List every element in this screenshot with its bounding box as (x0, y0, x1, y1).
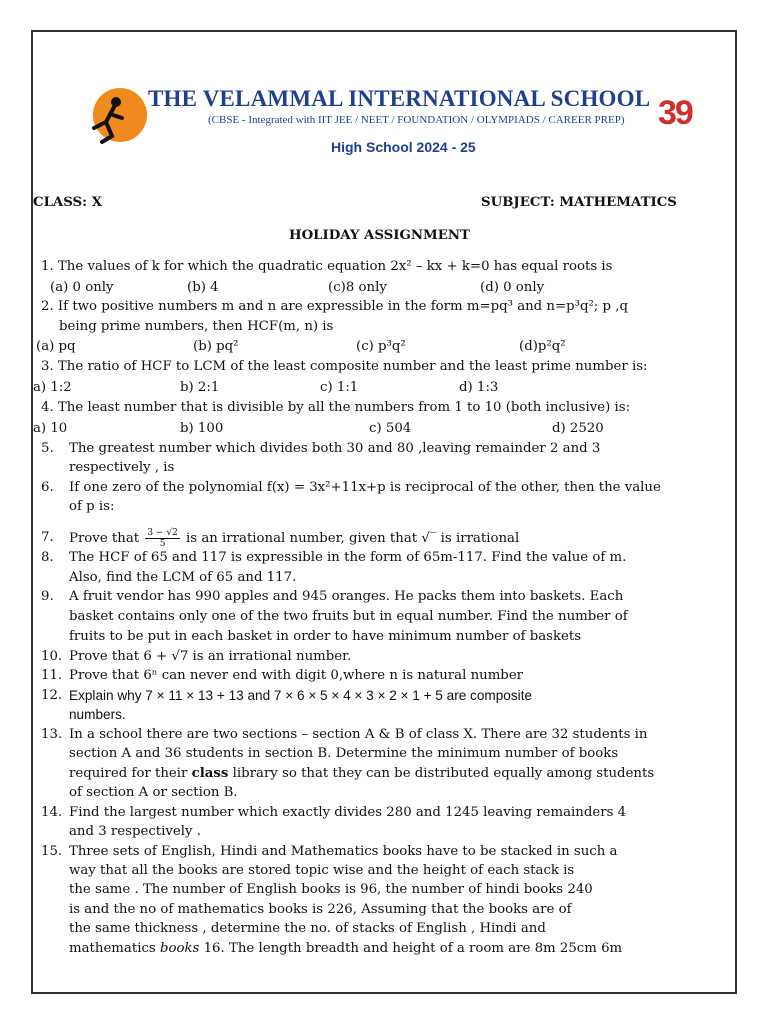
session-title: High School 2024 - 25 (331, 139, 476, 155)
q3-option-b: b) 2:1 (180, 380, 220, 395)
question-13-line-2: section A and 36 students in section B. Determine the minimum number of books (69, 746, 619, 761)
question-9-line-1: A fruit vendor has 990 apples and 945 oranges. He packs them into baskets. Each (69, 589, 624, 604)
q3-option-c: c) 1:1 (320, 380, 359, 395)
question-14-line-1: Find the largest number which exactly divides 280 and 1245 leaving remainders 4 (69, 805, 627, 820)
question-6-number: 6. (41, 480, 54, 495)
school-tagline: (CBSE - Integrated with IIT JEE / NEET / FOUNDATION / OLYMPIADS / CAREER PREP) (208, 114, 625, 126)
q4-option-a: a) 10 (33, 421, 68, 436)
question-3: 3. The ratio of HCF to LCM of the least composite number and the least prime number is: (41, 359, 648, 374)
q1-option-d: (d) 0 only (480, 280, 545, 295)
question-5-number: 5. (41, 441, 54, 456)
question-13-line-4: of section A or section B. (69, 785, 238, 800)
q4-option-b: b) 100 (180, 421, 224, 436)
question-15-line-4: is and the no of mathematics books is 226, Assuming that the books are of (69, 902, 572, 917)
question-13-line-3 (69, 764, 654, 783)
q2-option-c: (c) p³q² (356, 339, 406, 354)
anniversary-badge: 39 (658, 94, 692, 132)
question-11-number: 11. (41, 668, 63, 683)
question-9-line-3: fruits to be put in each basket in order to have minimum number of baskets (69, 629, 582, 644)
q2-option-d: (d)p²q² (519, 339, 566, 354)
class-label: CLASS: X (33, 195, 103, 210)
assignment-title: HOLIDAY ASSIGNMENT (289, 228, 470, 243)
question-8-number: 8. (41, 550, 54, 565)
question-15-line-1: Three sets of English, Hindi and Mathematics books have to be stacked in such a (69, 844, 618, 859)
question-10-number: 10. (41, 649, 63, 664)
q13-line-3-suffix: library so that they can be distributed equally among students (232, 766, 655, 781)
q1-option-a: (a) 0 only (50, 280, 114, 295)
question-7 (69, 528, 519, 549)
question-14-line-2: and 3 respectively . (69, 824, 201, 839)
question-6-line-1: If one zero of the polynomial f(x) = 3x²+11x+p is reciprocal of the other, then the value (69, 480, 661, 495)
question-15-line-6 (69, 939, 622, 958)
runner-icon (86, 92, 136, 144)
question-15-line-2: way that all the books are stored topic wise and the height of each stack is (69, 863, 575, 878)
question-12-number: 12. (41, 688, 63, 703)
question-15-line-3: the same . The number of English books is 96, the number of hindi books 240 (69, 882, 593, 897)
question-2-line-2: being prime numbers, then HCF(m, n) is (59, 319, 334, 334)
question-2-line-1: 2. If two positive numbers m and n are expressible in the form m=pq³ and n=p³q²; p ,q (41, 299, 628, 314)
question-12-line-2: numbers. (69, 707, 126, 722)
q15-line-6-suffix: 16. The length breadth and height of a room are 8m 25cm 6m (203, 941, 623, 956)
question-12-line-1: Explain why 7 × 11 × 13 + 13 and 7 × 6 × 5 × 4 × 3 × 2 × 1 + 5 are composite (69, 688, 533, 703)
q15-line-6-prefix: mathematics (69, 941, 156, 956)
question-15-number: 15. (41, 844, 63, 859)
q3-option-d: d) 1:3 (459, 380, 499, 395)
question-4: 4. The least number that is divisible by all the numbers from 1 to 10 (both inclusive) is: (41, 400, 631, 415)
q2-option-b: (b) pq² (193, 339, 239, 354)
question-15-line-5: the same thickness , determine the no. of stacks of English , Hindi and (69, 921, 546, 936)
question-5-line-2: respectively , is (69, 460, 175, 475)
q1-option-b: (b) 4 (187, 280, 219, 295)
q13-line-3-bold: class (191, 766, 229, 781)
q1-option-c: (c)8 only (328, 280, 387, 295)
question-1: 1. The values of k for which the quadratic equation 2x² – kx + k=0 has equal roots is (41, 259, 613, 274)
q3-option-a: a) 1:2 (33, 380, 72, 395)
question-14-number: 14. (41, 805, 63, 820)
question-9-line-2: basket contains only one of the two fruits but in equal number. Find the number of (69, 609, 628, 624)
q7-prefix: Prove that (69, 531, 140, 546)
question-5-line-1: The greatest number which divides both 30 and 80 ,leaving remainder 2 and 3 (69, 441, 601, 456)
q4-option-d: d) 2520 (552, 421, 604, 436)
q4-option-c: c) 504 (369, 421, 412, 436)
question-6-line-2: of p is: (69, 499, 115, 514)
question-8-line-1: The HCF of 65 and 117 is expressible in the form of 65m-117. Find the value of m. (69, 550, 627, 565)
question-9-number: 9. (41, 589, 54, 604)
q7-suffix: is an irrational number, given that √‾ is irrational (186, 531, 520, 546)
subject-label: SUBJECT: MATHEMATICS (481, 195, 677, 210)
question-13-number: 13. (41, 727, 63, 742)
question-10: Prove that 6 + √7 is an irrational number. (69, 649, 352, 664)
q7-fraction-denominator: 5 (159, 539, 166, 549)
question-7-number: 7. (41, 530, 54, 545)
q7-fraction-numerator: 3 − √2 (147, 528, 178, 538)
q7-fraction (145, 528, 179, 549)
question-13-line-1: In a school there are two sections – section A & B of class X. There are 32 students in (69, 727, 648, 742)
school-name: THE VELAMMAL INTERNATIONAL SCHOOL (148, 86, 651, 111)
question-11: Prove that 6ⁿ can never end with digit 0,where n is natural number (69, 668, 524, 683)
q13-line-3-prefix: required for their (69, 766, 188, 781)
q2-option-a: (a) pq (36, 339, 76, 354)
question-8-line-2: Also, find the LCM of 65 and 117. (69, 570, 297, 585)
q15-line-6-italic: books (159, 941, 200, 956)
